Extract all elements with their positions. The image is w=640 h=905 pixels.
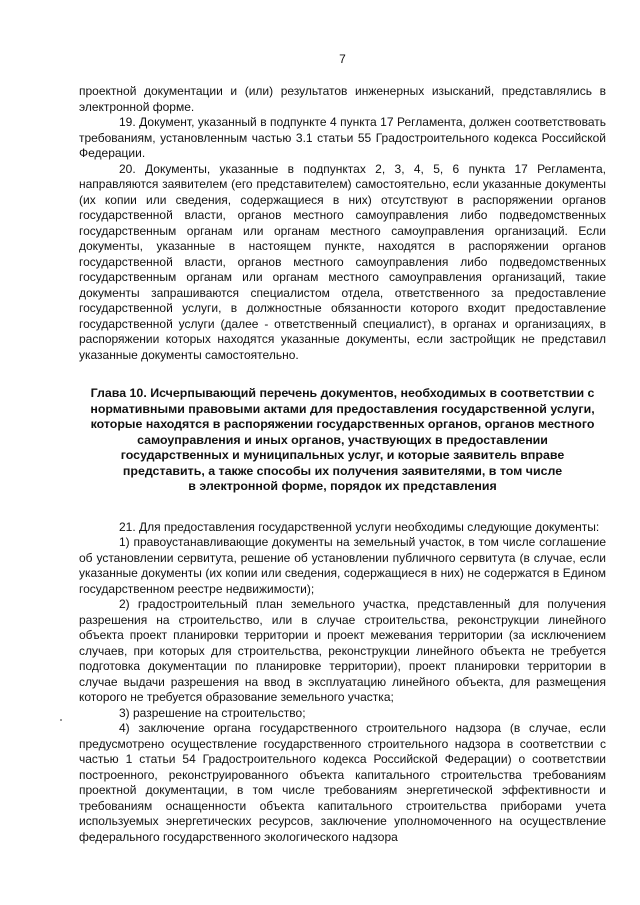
list-item-1: 1) правоустанавливающие документы на земельный участок, в том числе соглашение об установлении сервитута, решение об установлении публичного сервитута (в случае, если указанные документы (их копии или сведения, содержащиеся в них) не содержатся в Едином государственном реестре недвижимости); [79, 535, 606, 596]
document-page [79, 0, 606, 845]
list-item-3: 3) разрешение на строительство; [119, 705, 306, 720]
page-number: 7 [339, 52, 346, 66]
heading-line: нормативными правовыми актами для предоставления государственной услуги, [90, 401, 595, 416]
list-item-4: 4) заключение органа государственного строительного надзора (в случае, если предусмотрено осуществление государственного строительного надзора в соответствии с частью 1 статьи 54 Градостроительного кодекса Российской Федерации) о соответствии построенного, реконструированного объекта капитального строительства требованиям проектной документации, в том числе требованиям энергетической эффективности и требованиям оснащенности объекта капитального строительства приборами учета используемых энергетических ресурсов, заключение уполномоченного на осуществление федерального государственного экологического надзора [79, 721, 606, 844]
heading-line: государственных и муниципальных услуг, и которые заявитель вправе [120, 448, 565, 462]
paragraph-19: 19. Документ, указанный в подпункте 4 пункта 17 Регламента, должен соответствовать требованиям, установленным частью 3.1 статьи 55 Градостроительного кодекса Российской Федерации. [79, 115, 606, 160]
heading-line: представить, а также способы их получения заявителями, в том числе [122, 463, 563, 478]
paragraph-21: 21. Для предоставления государственной услуги необходимы следующие документы: [119, 519, 600, 534]
chapter-10-heading [79, 386, 606, 495]
heading-line: самоуправления и иных органов, участвующих в предоставлении [137, 432, 548, 447]
heading-line: которые находятся в распоряжении государственных органов, органов местного [90, 417, 595, 431]
paragraph-20: 20. Документы, указанные в подпунктах 2, 3, 4, 5, 6 пункта 17 Регламента, направляются заявителем (его представителем) самостоятельно, если указанные документы (их копии или сведения, содержащиеся в них) отсутствуют в распоряжении органов государственной власти, органов местного самоуправления либо подведомственных государственным органам или органам местного самоуправления организаций. Если документы, указанные в настоящем пункте, находятся в распоряжении органов государственной власти, органов местного самоуправления либо подведомственных государственным органам или органам местного самоуправления организаций, такие документы запрашиваются специалистом отдела, ответственного за предоставление государственной услуги, в должностные обязанности которого входит предоставление государственной услуги (далее - ответственный специалист), в органах и организациях, в распоряжении которых находятся указанные документы, если застройщик не представил указанные документы самостоятельно. [79, 161, 606, 362]
paragraph-continuation: проектной документации и (или) результатов инженерных изысканий, представлялись в электронной форме. [79, 84, 606, 114]
scan-speck [60, 719, 62, 721]
list-item-2: 2) градостроительный план земельного участка, представленный для получения разрешения на строительство, или в случае строительства, реконструкции линейного объекта проект планировки территории и проект межевания территории (за исключением случаев, при которых для строительства, реконструкции линейного объекта не требуется подготовка документации по планировке территории), проект планировки территории в случае выдачи разрешения на ввод в эксплуатацию линейного объекта, для размещения которого не требуется образование земельного участка; [79, 597, 606, 704]
heading-line: в электронной форме, порядок их представления [188, 479, 497, 493]
heading-line: Глава 10. Исчерпывающий перечень документов, необходимых в соответствии с [90, 386, 595, 400]
